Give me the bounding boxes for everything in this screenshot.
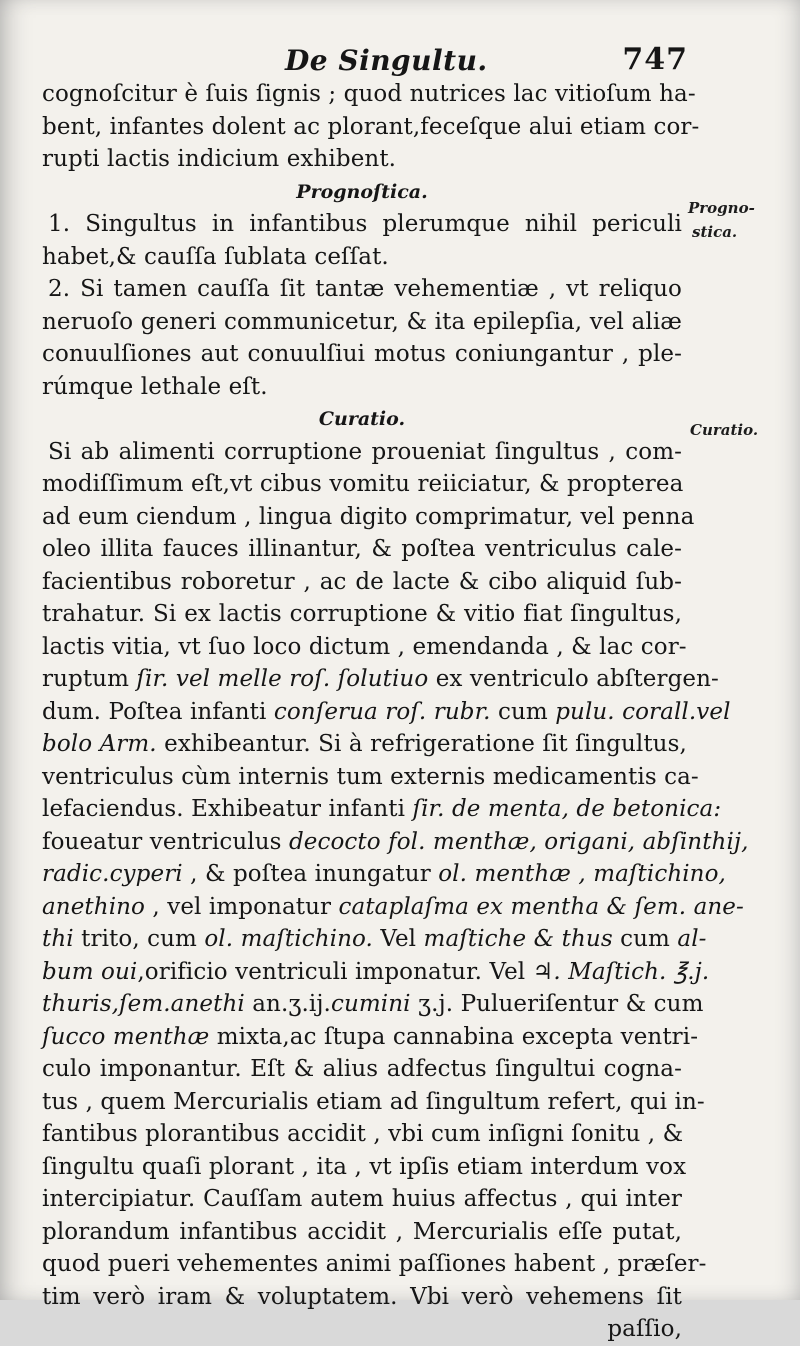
text-run: cum (490, 698, 556, 725)
text-line: ad eum ciendum , lingua digito comprimatur, vel penna (42, 503, 695, 530)
text-run: ,orificio ventriculi imponatur. Vel (137, 958, 533, 985)
text-line: Si ab alimenti corruptione proueniat ſingultus , com- (48, 438, 682, 465)
text-run-italic: radic.cyperi (42, 861, 183, 887)
text-run-italic: conſerua roſ. rubr. (273, 698, 491, 725)
text-line: lactis vitia, vt ſuo loco dictum , emendanda , & lac cor- (42, 633, 687, 660)
margin-note-prognostica (688, 196, 778, 244)
text-line: ventriculus cùm internis tum externis medicamentis ca- (42, 763, 699, 790)
text-line (42, 663, 719, 696)
text-run-italic: ſucco menthæ (42, 1023, 210, 1050)
text-line: plorandum infantibus accidit , Mercurialis eſſe putat, (42, 1218, 682, 1245)
text-run: Vel (372, 926, 424, 952)
text-run-italic: al- (677, 926, 707, 952)
text-line: neruoſo generi communicetur, & ita epilepſia, vel aliæ (42, 308, 682, 335)
text-run: , vel imponatur (145, 893, 339, 920)
text-run: foueatur ventriculus (42, 828, 289, 855)
page-number: 747 (622, 42, 688, 77)
text-line (42, 988, 704, 1021)
section-heading-curatio: Curatio. (318, 408, 406, 430)
text-line: ſingultu quaſi plorant , ita , vt ipſis etiam interdum vox (42, 1153, 687, 1180)
text-run-italic: thi (42, 926, 74, 952)
margin-note-line: stica. (692, 223, 738, 241)
text-run: exhibeantur. Si à refrigeratione ſit ſingultus, (156, 731, 687, 757)
text-run: lefaciendus. Exhibeatur infanti (42, 796, 413, 822)
text-run: an.ʒ.ij. (244, 991, 331, 1017)
text-line: tim verò iram & voluptatem. Vbi verò vehemens ſit (42, 1283, 682, 1310)
text-run-italic: ol. maſtichino. (204, 926, 373, 952)
text-line: trahatur. Si ex lactis corruptione & vitio fiat ſingultus, (42, 601, 682, 627)
text-run: ʒ.j. Pulueriſentur & cum (410, 991, 704, 1017)
text-line: oleo illita fauces illinantur, & poſtea ventriculus cale- (42, 536, 682, 562)
text-run-italic: thuris,ſem.anethi (42, 991, 245, 1017)
text-run-italic: pulu. corall.vel (555, 698, 731, 725)
text-line: rúmque lethale eſt. (42, 373, 268, 400)
text-line (42, 826, 749, 859)
text-run-italic: ♃. Maſtich. ℥.j. (532, 958, 710, 985)
text-line: intercipiatur. Cauſſam autem huius affectus , qui inter (42, 1186, 682, 1212)
text-run: dum. Poſtea infanti (42, 698, 274, 725)
text-line: culo imponantur. Eſt & alius adfectus ſingultui cogna- (42, 1056, 682, 1082)
text-line: 1. Singultus in infantibus plerumque nihil periculi (48, 211, 682, 237)
text-run: , & poſtea inungatur (182, 861, 439, 887)
text-run: ruptum (42, 666, 137, 692)
text-run: mixta,ac ſtupa cannabina excepta ventri- (209, 1023, 699, 1050)
text-line: paſſio, (607, 1316, 682, 1342)
text-line: rupti lactis indicium exhibent. (42, 146, 397, 172)
text-run-italic: cumini (330, 991, 411, 1017)
text-run-italic: ol. menthæ , maſtichino, (438, 861, 726, 887)
text-line: fantibus plorantibus accidit , vbi cum inſigni ſonitu , & (42, 1121, 684, 1147)
text-run-italic: ſir. de menta, de betonica: (412, 796, 722, 822)
margin-note-line: Progno- (688, 199, 755, 217)
text-line (42, 858, 726, 891)
text-run-italic: bolo Arm. (42, 731, 157, 757)
text-line (42, 728, 687, 761)
text-line (42, 956, 710, 989)
text-run-italic: decocto fol. menthæ, origani, abſinthij, (288, 828, 749, 855)
text-run-italic: anethino (42, 893, 146, 920)
text-line (42, 923, 707, 956)
text-line (42, 793, 722, 826)
text-line (42, 1021, 699, 1054)
text-line: tus , quem Mercurialis etiam ad ſingultum refert, qui in- (42, 1088, 705, 1115)
text-line: 2. Si tamen cauſſa ſit tantæ vehementiæ , vt reliquo (48, 276, 682, 302)
text-run-italic: ſir. vel melle roſ. ſolutiuo (136, 666, 429, 692)
text-line: modiſſimum eſt,vt cibus vomitu reiiciatur, & propterea (42, 471, 684, 497)
text-line: bent, infantes dolent ac plorant,feceſque alui etiam cor- (42, 113, 700, 140)
text-run: cum (612, 926, 678, 952)
text-line: facientibus roboretur , ac de lacte & cibo aliquid ſub- (42, 568, 682, 595)
text-run-italic: bum oui (42, 958, 138, 985)
text-line: conuulſiones aut conuulſiui motus coniungantur , ple- (42, 341, 682, 367)
text-run: trito, cum (73, 926, 205, 952)
text-line: habet,& cauſſa ſublata ceſſat. (42, 243, 389, 270)
text-line (42, 696, 731, 729)
text-run-italic: cataplaſma ex mentha & ſem. ane- (338, 893, 744, 920)
text-line: quod pueri vehementes animi paſſiones habent , præſer- (42, 1251, 707, 1277)
section-heading-prognostica: Prognoſtica. (296, 180, 428, 203)
text-run: ex ventriculo abſtergen- (428, 666, 719, 692)
text-run-italic: maſtiche & thus (423, 926, 613, 952)
text-line: cognoſcitur è ſuis ſignis ; quod nutrices lac vitioſum ha- (42, 81, 696, 107)
text-line (42, 891, 744, 924)
body-text (42, 78, 749, 1346)
margin-note-curatio: Curatio. (690, 421, 759, 439)
running-title: De Singultu. (285, 44, 488, 77)
